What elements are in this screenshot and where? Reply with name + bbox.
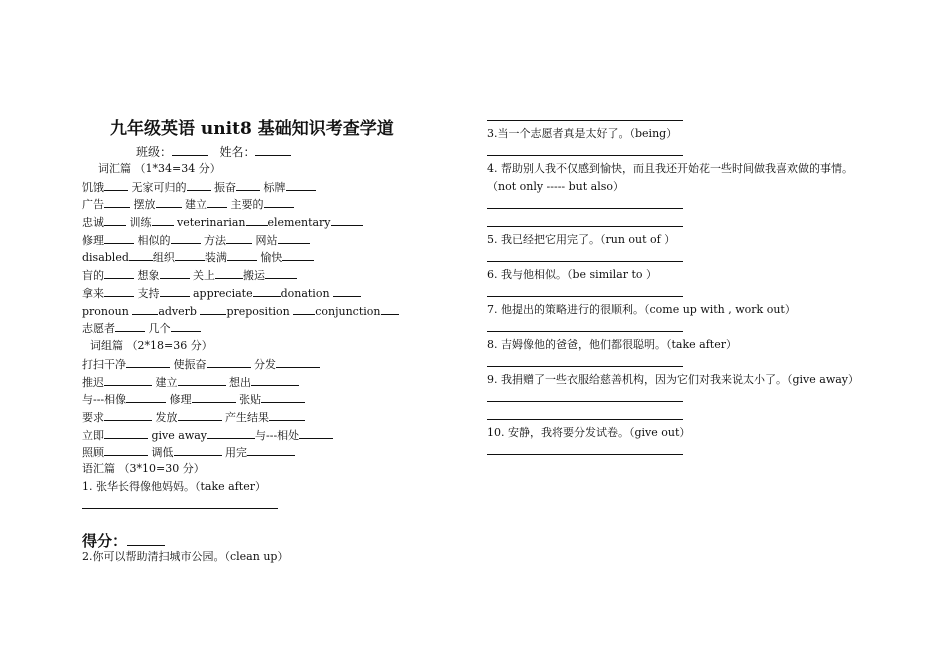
answer-blank[interactable] xyxy=(126,357,170,368)
answer-blank[interactable] xyxy=(381,304,399,315)
vocab-term: 建立 xyxy=(185,198,207,211)
question-9: 9. 我捐赠了一些衣服给慈善机构，因为它们对我来说太小了。（give away） xyxy=(487,373,860,386)
answer-line-9b[interactable] xyxy=(487,419,683,420)
phrase-row xyxy=(82,375,299,390)
answer-blank[interactable] xyxy=(207,197,227,208)
phrase-term: 使振奋 xyxy=(173,358,207,371)
answer-blank[interactable] xyxy=(282,250,314,261)
answer-line-6[interactable] xyxy=(487,296,683,297)
answer-blank[interactable] xyxy=(293,304,315,315)
phrase-row xyxy=(82,357,320,372)
phrase-term: 修理 xyxy=(169,393,192,406)
vocab-term: 关上 xyxy=(193,269,215,282)
phrase-term: 立即 xyxy=(82,429,104,442)
name-field[interactable] xyxy=(255,145,291,156)
phrase-term: 照顾 xyxy=(82,446,104,459)
phrase-row xyxy=(82,428,333,443)
answer-blank[interactable] xyxy=(178,410,222,421)
answer-line-8[interactable] xyxy=(487,366,683,367)
phrase-term: 产生结果 xyxy=(225,411,269,424)
vocab-term: 摆放 xyxy=(133,198,156,211)
phrase-term: 张贴 xyxy=(239,393,262,406)
answer-blank[interactable] xyxy=(104,233,134,244)
answer-blank[interactable] xyxy=(246,215,268,226)
answer-blank[interactable] xyxy=(299,428,333,439)
vocab-row xyxy=(82,180,316,195)
page-title: 九年级英语 unit8 基础知识考查学道 xyxy=(110,119,394,139)
question-4-hint: （not only ----- but also） xyxy=(487,180,625,193)
answer-line-10[interactable] xyxy=(487,454,683,455)
answer-blank[interactable] xyxy=(264,197,294,208)
question-5: 5. 我已经把它用完了。（run out of ） xyxy=(487,233,676,246)
answer-blank[interactable] xyxy=(207,357,251,368)
answer-blank[interactable] xyxy=(200,304,226,315)
vocab-term: 组织 xyxy=(152,251,175,264)
vocab-section-heading: 词汇篇 （1*34=34 分） xyxy=(98,162,221,175)
phrase-term: 与---相处 xyxy=(255,429,300,442)
vocab-term: 主要的 xyxy=(230,198,264,211)
class-field[interactable] xyxy=(172,145,208,156)
vocab-term: disabled xyxy=(82,251,129,264)
vocab-term: 愉快 xyxy=(260,251,283,264)
vocab-term: 相似的 xyxy=(137,234,171,247)
answer-blank[interactable] xyxy=(152,215,174,226)
phrase-term: 要求 xyxy=(82,411,104,424)
answer-blank[interactable] xyxy=(253,286,281,297)
score-line xyxy=(82,530,165,551)
answer-line-7[interactable] xyxy=(487,331,683,332)
answer-blank[interactable] xyxy=(247,445,295,456)
answer-blank[interactable] xyxy=(261,392,305,403)
answer-blank[interactable] xyxy=(251,375,299,386)
question-1: 1. 张华长得像他妈妈。（take after） xyxy=(82,480,266,493)
vocab-term: 方法 xyxy=(204,234,226,247)
vocab-term: 训练 xyxy=(129,216,152,229)
phrase-row xyxy=(82,445,295,460)
answer-blank[interactable] xyxy=(104,197,130,208)
answer-blank[interactable] xyxy=(286,180,316,191)
answer-blank[interactable] xyxy=(187,180,211,191)
vocab-row xyxy=(82,268,297,283)
vocab-term: elementary xyxy=(267,216,331,229)
answer-line-9a[interactable] xyxy=(487,401,683,402)
answer-blank[interactable] xyxy=(126,392,166,403)
vocab-row xyxy=(82,233,310,248)
class-label: 班级： xyxy=(136,145,173,159)
vocab-term: 几个 xyxy=(148,322,171,335)
name-label: 姓名： xyxy=(219,145,256,159)
question-8: 8. 吉姆像他的爸爸，他们都很聪明。（take after） xyxy=(487,338,737,351)
score-label: 得分： xyxy=(82,532,128,550)
sentence-section-heading: 语汇篇 （3*10=30 分） xyxy=(82,462,205,475)
vocab-term: pronoun xyxy=(82,305,129,318)
answer-line-3[interactable] xyxy=(487,155,683,156)
answer-blank[interactable] xyxy=(104,215,126,226)
vocab-term: 装满 xyxy=(204,251,227,264)
vocab-term: conjunction xyxy=(315,305,381,318)
vocab-term: 无家可归的 xyxy=(131,181,187,194)
answer-blank[interactable] xyxy=(156,197,182,208)
answer-blank[interactable] xyxy=(333,286,361,297)
question-6: 6. 我与他相似。（be similar to ） xyxy=(487,268,658,281)
phrase-row xyxy=(82,392,305,407)
vocab-term: 志愿者 xyxy=(82,322,115,335)
answer-blank[interactable] xyxy=(269,410,305,421)
answer-blank[interactable] xyxy=(226,233,252,244)
phrase-term: 发放 xyxy=(155,411,178,424)
vocab-row xyxy=(82,197,294,212)
vocab-row xyxy=(82,286,361,301)
answer-blank[interactable] xyxy=(276,357,320,368)
answer-blank[interactable] xyxy=(104,428,148,439)
answer-blank[interactable] xyxy=(192,392,236,403)
vocab-term: 标牌 xyxy=(263,181,286,194)
question-7: 7. 他提出的策略进行的很顺利。（come up with , work out） xyxy=(487,303,796,316)
phrase-term: 打扫干净 xyxy=(82,358,126,371)
answer-blank[interactable] xyxy=(104,410,152,421)
vocab-term: 修理 xyxy=(82,234,104,247)
vocab-row xyxy=(82,321,201,336)
answer-blank[interactable] xyxy=(178,375,226,386)
answer-line-2[interactable] xyxy=(487,120,683,121)
vocab-term: donation xyxy=(280,287,330,300)
answer-blank[interactable] xyxy=(129,250,153,261)
phrase-term: 调低 xyxy=(151,446,174,459)
answer-blank[interactable] xyxy=(132,304,158,315)
question-10: 10. 安静，我将要分发试卷。（give out） xyxy=(487,426,691,439)
vocab-term: adverb xyxy=(158,305,197,318)
question-3: 3.当一个志愿者真是太好了。（being） xyxy=(487,127,678,140)
answer-blank[interactable] xyxy=(104,445,148,456)
answer-blank[interactable] xyxy=(104,286,134,297)
vocab-term: 饥饿 xyxy=(82,181,104,194)
vocab-row xyxy=(82,215,363,230)
answer-blank[interactable] xyxy=(207,428,255,439)
score-field[interactable] xyxy=(127,532,165,546)
answer-blank[interactable] xyxy=(174,445,222,456)
vocab-term: 搬运 xyxy=(243,269,265,282)
answer-blank[interactable] xyxy=(160,268,190,279)
answer-blank[interactable] xyxy=(331,215,363,226)
answer-blank[interactable] xyxy=(265,268,297,279)
vocab-term: preposition xyxy=(226,305,290,318)
phrase-row xyxy=(82,410,305,425)
phrase-term: 用完 xyxy=(225,446,247,459)
vocab-term: 想象 xyxy=(137,269,160,282)
answer-blank[interactable] xyxy=(236,180,260,191)
phrase-term: 与---相像 xyxy=(82,393,127,406)
phrase-term: 推迟 xyxy=(82,376,104,389)
phrase-term: 建立 xyxy=(155,376,178,389)
answer-blank[interactable] xyxy=(227,250,257,261)
vocab-term: 网站 xyxy=(255,234,278,247)
phrase-term: 想出 xyxy=(229,376,251,389)
answer-line-5[interactable] xyxy=(487,261,683,262)
vocab-row xyxy=(82,250,314,265)
answer-blank[interactable] xyxy=(278,233,310,244)
phrase-term: 分发 xyxy=(254,358,276,371)
phrase-term: give away xyxy=(151,429,208,442)
vocab-term: 振奋 xyxy=(214,181,236,194)
vocab-term: 盲的 xyxy=(82,269,104,282)
answer-blank[interactable] xyxy=(104,268,134,279)
student-info-line xyxy=(136,145,291,159)
answer-blank[interactable] xyxy=(115,321,145,332)
vocab-term: 广告 xyxy=(82,198,104,211)
answer-blank[interactable] xyxy=(104,180,128,191)
question-4: 4. 帮助别人我不仅感到愉快，而且我还开始花一些时间做我喜欢做的事情。 xyxy=(487,162,853,175)
vocab-term: appreciate xyxy=(193,287,253,300)
answer-line-4b[interactable] xyxy=(487,226,683,227)
vocab-term: veterinarian xyxy=(177,216,246,229)
vocab-term: 支持 xyxy=(137,287,160,300)
answer-blank[interactable] xyxy=(160,286,190,297)
answer-line-4a[interactable] xyxy=(487,208,683,209)
answer-blank[interactable] xyxy=(171,233,201,244)
vocab-term: 忠诚 xyxy=(82,216,104,229)
question-2: 2.你可以帮助清扫城市公园。（clean up） xyxy=(82,550,289,563)
answer-blank[interactable] xyxy=(104,375,152,386)
answer-blank[interactable] xyxy=(175,250,205,261)
answer-blank[interactable] xyxy=(171,321,201,332)
answer-blank[interactable] xyxy=(215,268,243,279)
phrase-section-heading: 词组篇 （2*18=36 分） xyxy=(90,339,213,352)
vocab-row xyxy=(82,304,399,319)
answer-line-1[interactable] xyxy=(82,508,278,509)
vocab-term: 拿来 xyxy=(82,287,104,300)
